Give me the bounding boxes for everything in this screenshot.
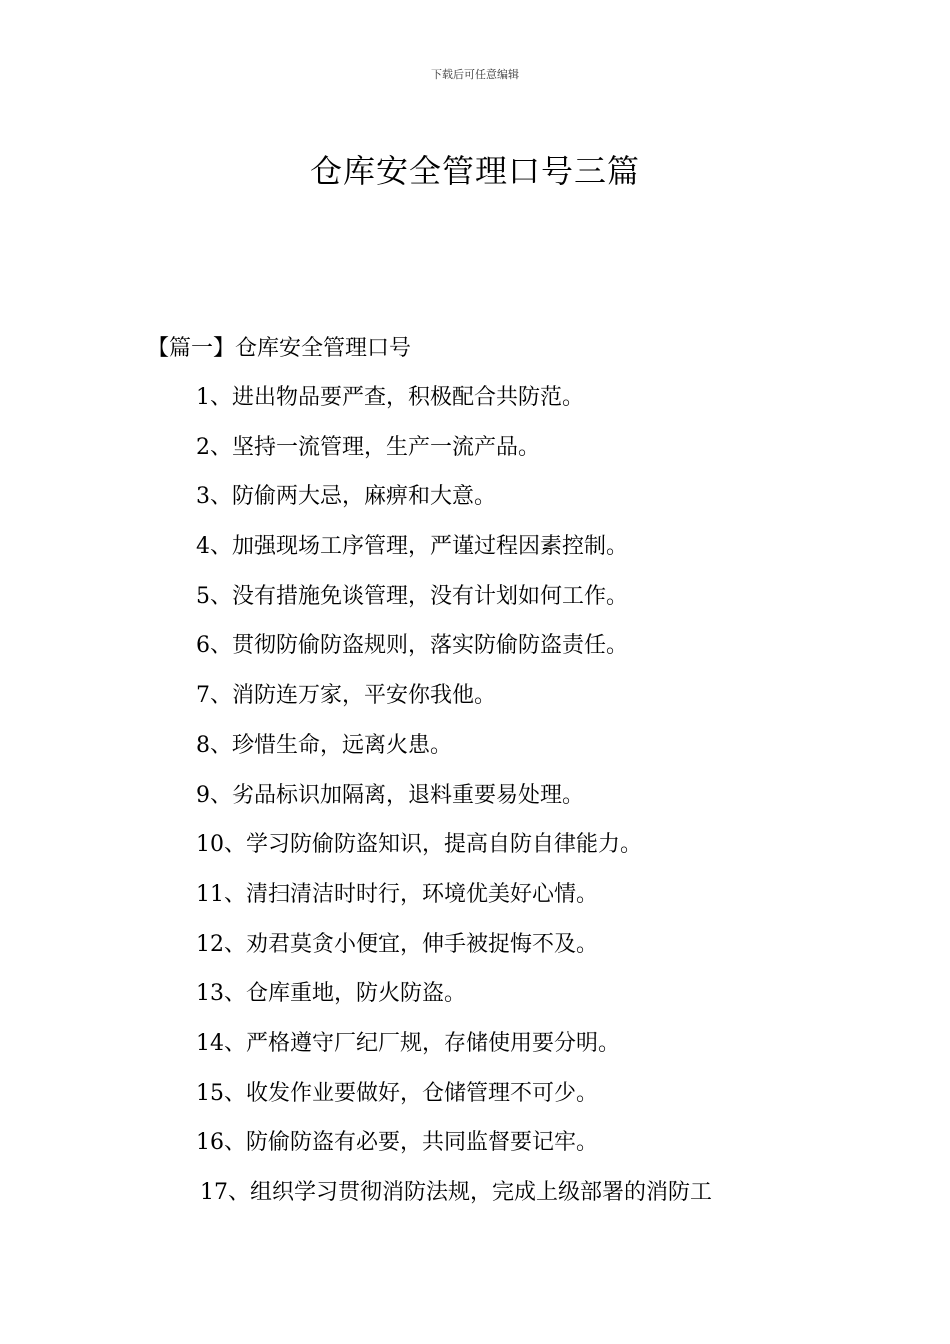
slogan-item: 2、坚持一流管理，生产一流产品。 [196, 434, 540, 460]
slogan-item: 12、劝君莫贪小便宜，伸手被捉悔不及。 [196, 931, 598, 957]
slogan-item: 1、进出物品要严查，积极配合共防范。 [196, 385, 584, 410]
slogan-item: 8、珍惜生命，远离火患。 [196, 732, 452, 758]
slogan-item: 6、贯彻防偷防盗规则，落实防偷防盗责任。 [196, 633, 628, 659]
slogan-item: 13、仓库重地，防火防盗。 [196, 981, 466, 1007]
slogan-item: 16、防偷防盗有必要，共同监督要记牢。 [196, 1130, 598, 1156]
section-heading: 【篇一】仓库安全管理口号 [147, 336, 412, 361]
slogan-item: 17、组织学习贯彻消防法规，完成上级部署的消防工 [200, 1180, 712, 1205]
slogan-item: 11、清扫清洁时时行，环境优美好心情。 [196, 881, 598, 907]
slogan-item: 5、没有措施免谈管理，没有计划如何工作。 [196, 583, 628, 609]
slogan-item: 3、防偷两大忌，麻痹和大意。 [196, 484, 496, 510]
slogan-item: 4、加强现场工序管理，严谨过程因素控制。 [196, 534, 628, 560]
slogan-item: 7、消防连万家，平安你我他。 [196, 683, 496, 709]
slogan-item: 10、学习防偷防盗知识，提高自防自律能力。 [196, 832, 642, 858]
slogan-item: 9、劣品标识加隔离，退料重要易处理。 [196, 782, 584, 808]
document-title: 仓库安全管理口号三篇 [309, 152, 640, 191]
slogan-item: 15、收发作业要做好，仓储管理不可少。 [196, 1080, 598, 1106]
slogan-item: 14、严格遵守厂纪厂规，存储使用要分明。 [196, 1030, 620, 1056]
slogan-list [0, 381, 950, 1226]
header-note: 下载后可任意编辑 [431, 68, 519, 81]
